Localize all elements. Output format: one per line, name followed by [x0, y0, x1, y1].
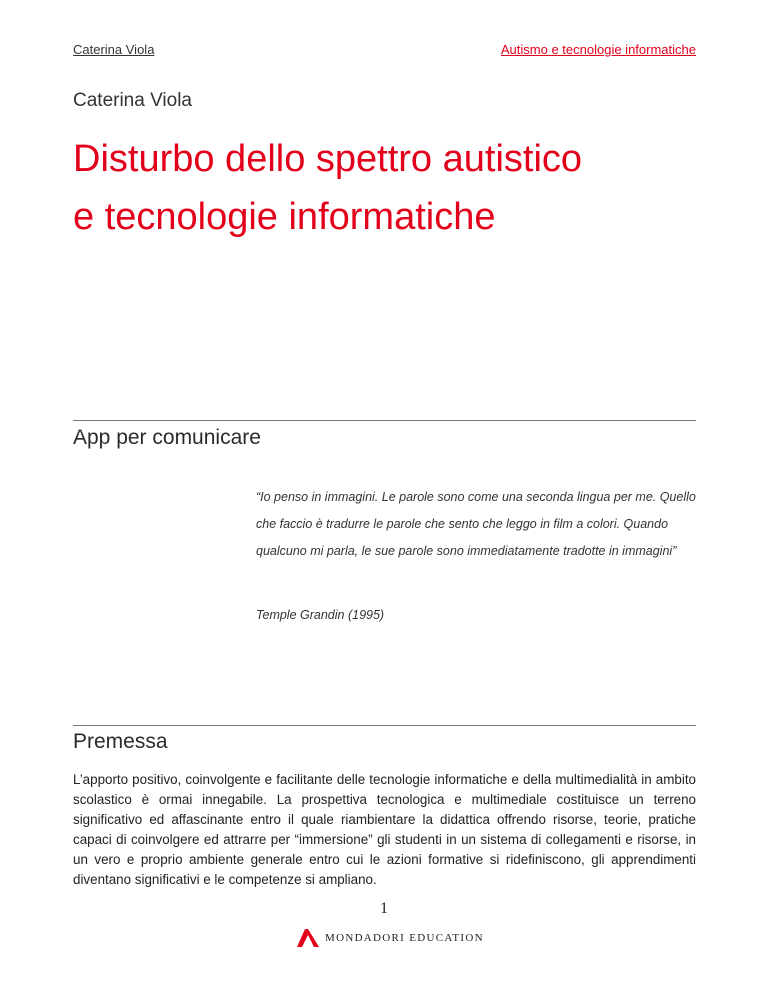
- title-line-2: e tecnologie informatiche: [73, 196, 496, 238]
- premessa-paragraph: L’apporto positivo, coinvolgente e facilitante delle tecnologie informatiche e della multimedialità in ambito scolastico è ormai innegabile. La prospettiva tecnologica e multimediale costituisce un terreno significativo ed affascinante entro il quale riambientare la didattica offrendo risorse, teorie, pratiche capaci di coinvolgere ed attrarre per “immersione” gli studenti in un sistema di collegamenti e risorse, in un vero e proprio ambiente generale entro cui le azioni formative si ridefiniscono, gli apprendimenti diventano significativi e le competenze si ampliano.: [73, 772, 696, 887]
- title-line-1: Disturbo dello spettro autistico: [73, 138, 583, 180]
- header-author: Caterina Viola: [73, 42, 155, 57]
- publisher-logo-text: MONDADORI EDUCATION: [325, 932, 484, 944]
- epigraph-author: Temple Grandin (1995): [256, 608, 385, 622]
- section-heading-app: App per comunicare: [73, 426, 261, 449]
- document-author: Caterina Viola: [73, 90, 193, 111]
- header-title-link[interactable]: Autismo e tecnologie informatiche: [500, 42, 696, 57]
- page-number: 1: [380, 900, 388, 917]
- document-title: [73, 130, 713, 246]
- section-heading-premessa: Premessa: [73, 730, 168, 753]
- epigraph-quote: “Io penso in immagini. Le parole sono come una seconda lingua per me. Quello che faccio è tradurre le parole che sento che leggo in film a colori. Quando qualcuno mi parla, le sue parole sono immediatamente tradotte in immagini”: [256, 490, 696, 558]
- mondadori-logo-icon: [297, 929, 319, 947]
- publisher-logo: [297, 928, 484, 948]
- section-divider: [73, 420, 696, 421]
- section-divider: [73, 725, 696, 726]
